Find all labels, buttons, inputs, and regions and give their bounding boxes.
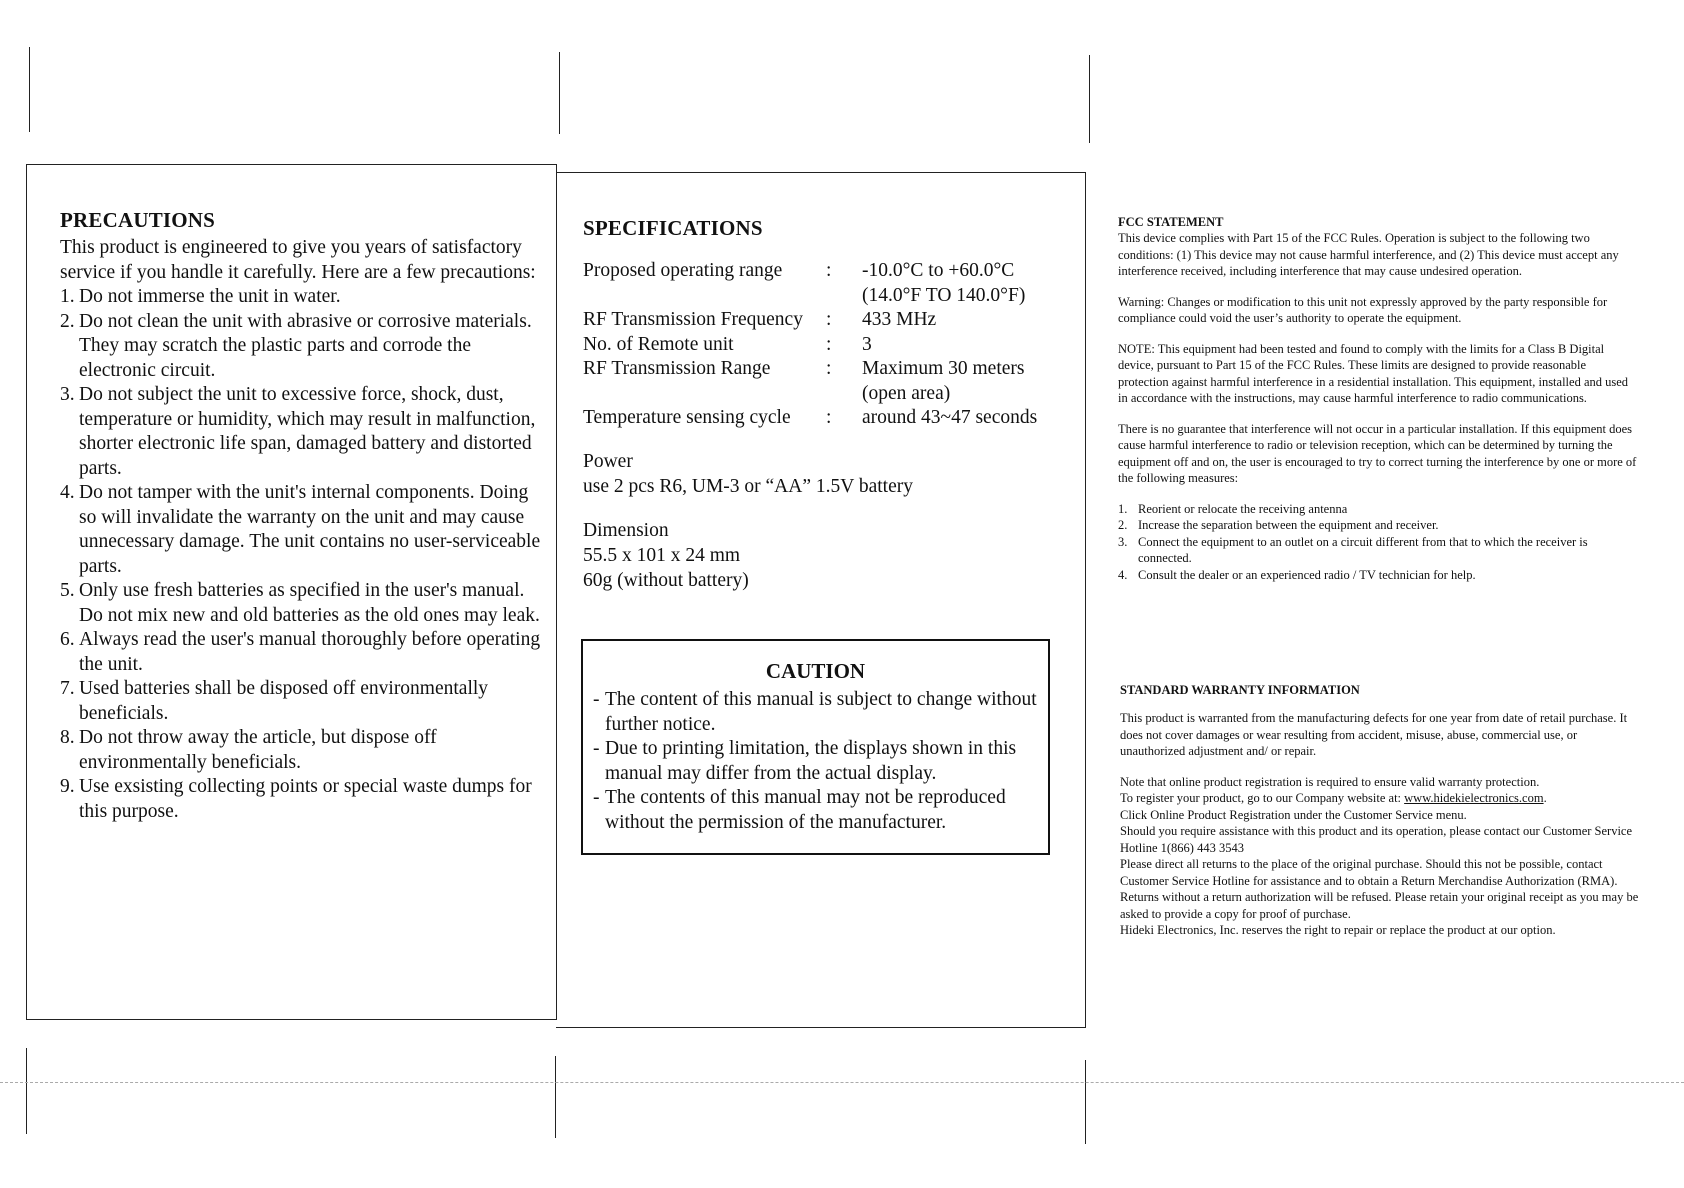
list-item: 5. Only use fresh batteries as specified in the user's manual. Do not mix new and old batteries as the old ones may leak.: [60, 580, 540, 626]
table-row: Proposed operating range : -10.0°C to +60.0°C (14.0°F TO 140.0°F): [583, 260, 1026, 306]
dimension-value: 55.5 x 101 x 24 mm: [583, 544, 741, 566]
warranty-paragraph: This product is warranted from the manufacturing defects for one year from date of retail purchase. It does not cover damages or wear resulting from accident, misuse, abuse, commercial use, or unauthorized adjustment and/ or repair.: [1120, 711, 1628, 758]
table-row: Temperature sensing cycle : around 43~47 seconds: [583, 407, 1038, 428]
precautions-list: [60, 285, 548, 824]
list-item: 3. Connect the equipment to an outlet on a circuit different from that to which the receiver is connected.: [1118, 534, 1588, 565]
list-item: 6. Always read the user's manual thoroughly before operating the unit.: [60, 629, 541, 675]
list-item: 7. Used batteries shall be disposed off environmentally beneficials.: [60, 678, 489, 724]
list-item: 1. Do not immerse the unit in water.: [60, 286, 341, 307]
fcc-warning: Warning: Changes or modification to this unit not expressly approved by the party responsible for compliance could void the user’s authority to operate the equipment.: [1118, 294, 1608, 325]
power-label: Power: [583, 450, 633, 472]
table-row: RF Transmission Frequency : 433 MHz: [583, 309, 937, 330]
dimension-block: [583, 518, 1073, 593]
precautions-intro: This product is engineered to give you years of satisfactory service if you handle it carefully. Here are a few precautions:: [60, 237, 536, 283]
power-value: use 2 pcs R6, UM-3 or “AA” 1.5V battery: [583, 475, 913, 497]
warranty-title: STANDARD WARRANTY INFORMATION: [1120, 683, 1360, 697]
list-item: 4. Do not tamper with the unit's internal components. Doing so will invalidate the warranty on the unit and may cause unnecessary damage. The unit contains no user-serviceable parts.: [60, 482, 541, 577]
precautions-title: PRECAUTIONS: [60, 208, 216, 232]
fcc-title: FCC STATEMENT: [1118, 215, 1224, 229]
specifications-title: SPECIFICATIONS: [583, 216, 763, 240]
caution-item: - Due to printing limitation, the displays shown in this manual may differ from the actual display.: [593, 738, 1017, 784]
list-item: 1. Reorient or relocate the receiving antenna: [1118, 501, 1348, 516]
power-block: [583, 449, 1073, 499]
crop-mark-top-center: [559, 52, 560, 134]
fcc-note: NOTE: This equipment had been tested and found to comply with the limits for a Class B Digital device, pursuant to Part 15 of the FCC Rules. These limits are designed to provide reasonable protection against harmful interference in a residential installation. This equipment, installed and used in accordance with the instructions, may cause harmful interference to radio communications.: [1118, 341, 1629, 405]
fcc-paragraph: This device complies with Part 15 of the FCC Rules. Operation is subject to the following two conditions: (1) This device may not cause harmful interference, and (2) This device must accept any interference received, including interference that may cause undesired operation.: [1118, 231, 1619, 278]
crop-mark-bottom-left: [26, 1048, 27, 1134]
weight-value: 60g (without battery): [583, 569, 749, 591]
list-item: 4. Consult the dealer or an experienced radio / TV technician for help.: [1118, 567, 1476, 582]
caution-item: - The content of this manual is subject to change without further notice.: [593, 689, 1037, 735]
crop-mark-top-left: [29, 47, 30, 132]
list-item: 3. Do not subject the unit to excessive force, shock, dust, temperature or humidity, which may result in malfunction, shorter electronic life span, damaged battery and distorted parts.: [60, 384, 536, 479]
specifications-section: [583, 216, 1073, 593]
crop-mark-top-right: [1089, 55, 1090, 143]
list-item: 8. Do not throw away the article, but dispose off environmentally beneficials.: [60, 727, 437, 773]
warranty-hotline: Should you require assistance with this product and its operation, please contact our Customer Service Hotline 1(866) 443 3543: [1120, 824, 1633, 855]
fcc-guarantee: There is no guarantee that interference will not occur in a particular installation. If this equipment does cause harmful interference to radio or television reception, which can be determined by turning the equipment off and on, the user is encouraged to try to correct turning the interference by one or more of the following measures:: [1118, 421, 1637, 485]
fcc-measures-list: [1118, 501, 1638, 584]
fold-line-bottom: [0, 1082, 1684, 1083]
caution-box: [581, 639, 1050, 855]
warranty-registration-menu: Click Online Product Registration under the Customer Service menu.: [1120, 807, 1467, 822]
warranty-register-line: To register your product, go to our Company website at: www.hidekielectronics.com.: [1120, 791, 1547, 805]
table-row: RF Transmission Range : Maximum 30 meters (open area): [583, 358, 1025, 404]
specifications-table: [583, 259, 1037, 431]
list-item: 2. Increase the separation between the equipment and receiver.: [1118, 518, 1439, 532]
table-row: No. of Remote unit : 3: [583, 333, 872, 355]
dimension-label: Dimension: [583, 519, 669, 541]
precautions-section: [60, 208, 548, 824]
warranty-reserves: Hideki Electronics, Inc. reserves the right to repair or replace the product at our option.: [1120, 923, 1556, 937]
caution-item: - The contents of this manual may not be reproduced without the permission of the manufacturer.: [593, 787, 1006, 833]
warranty-returns: Please direct all returns to the place of the original purchase. Should this not be possible, contact Customer Service Hotline for assistance and to obtain a Return Merchandise Authorization (RMA). Returns without a return authorization will be refused. Please retain your original receipt as you may be asked to provide a copy for proof of purchase.: [1120, 857, 1639, 921]
caution-title: CAUTION: [765, 659, 866, 683]
crop-mark-bottom-right: [1085, 1060, 1086, 1144]
website-link[interactable]: www.hidekielectronics.com: [1404, 791, 1544, 805]
warranty-section: [1120, 683, 1640, 939]
fcc-section: [1118, 215, 1638, 583]
warranty-registration-note: Note that online product registration is required to ensure valid warranty protection.: [1120, 774, 1540, 789]
crop-mark-bottom-center: [555, 1056, 556, 1138]
list-item: 9. Use exsisting collecting points or special waste dumps for this purpose.: [60, 776, 532, 822]
list-item: 2. Do not clean the unit with abrasive or corrosive materials. They may scratch the plastic parts and corrode the electronic circuit.: [60, 310, 532, 381]
